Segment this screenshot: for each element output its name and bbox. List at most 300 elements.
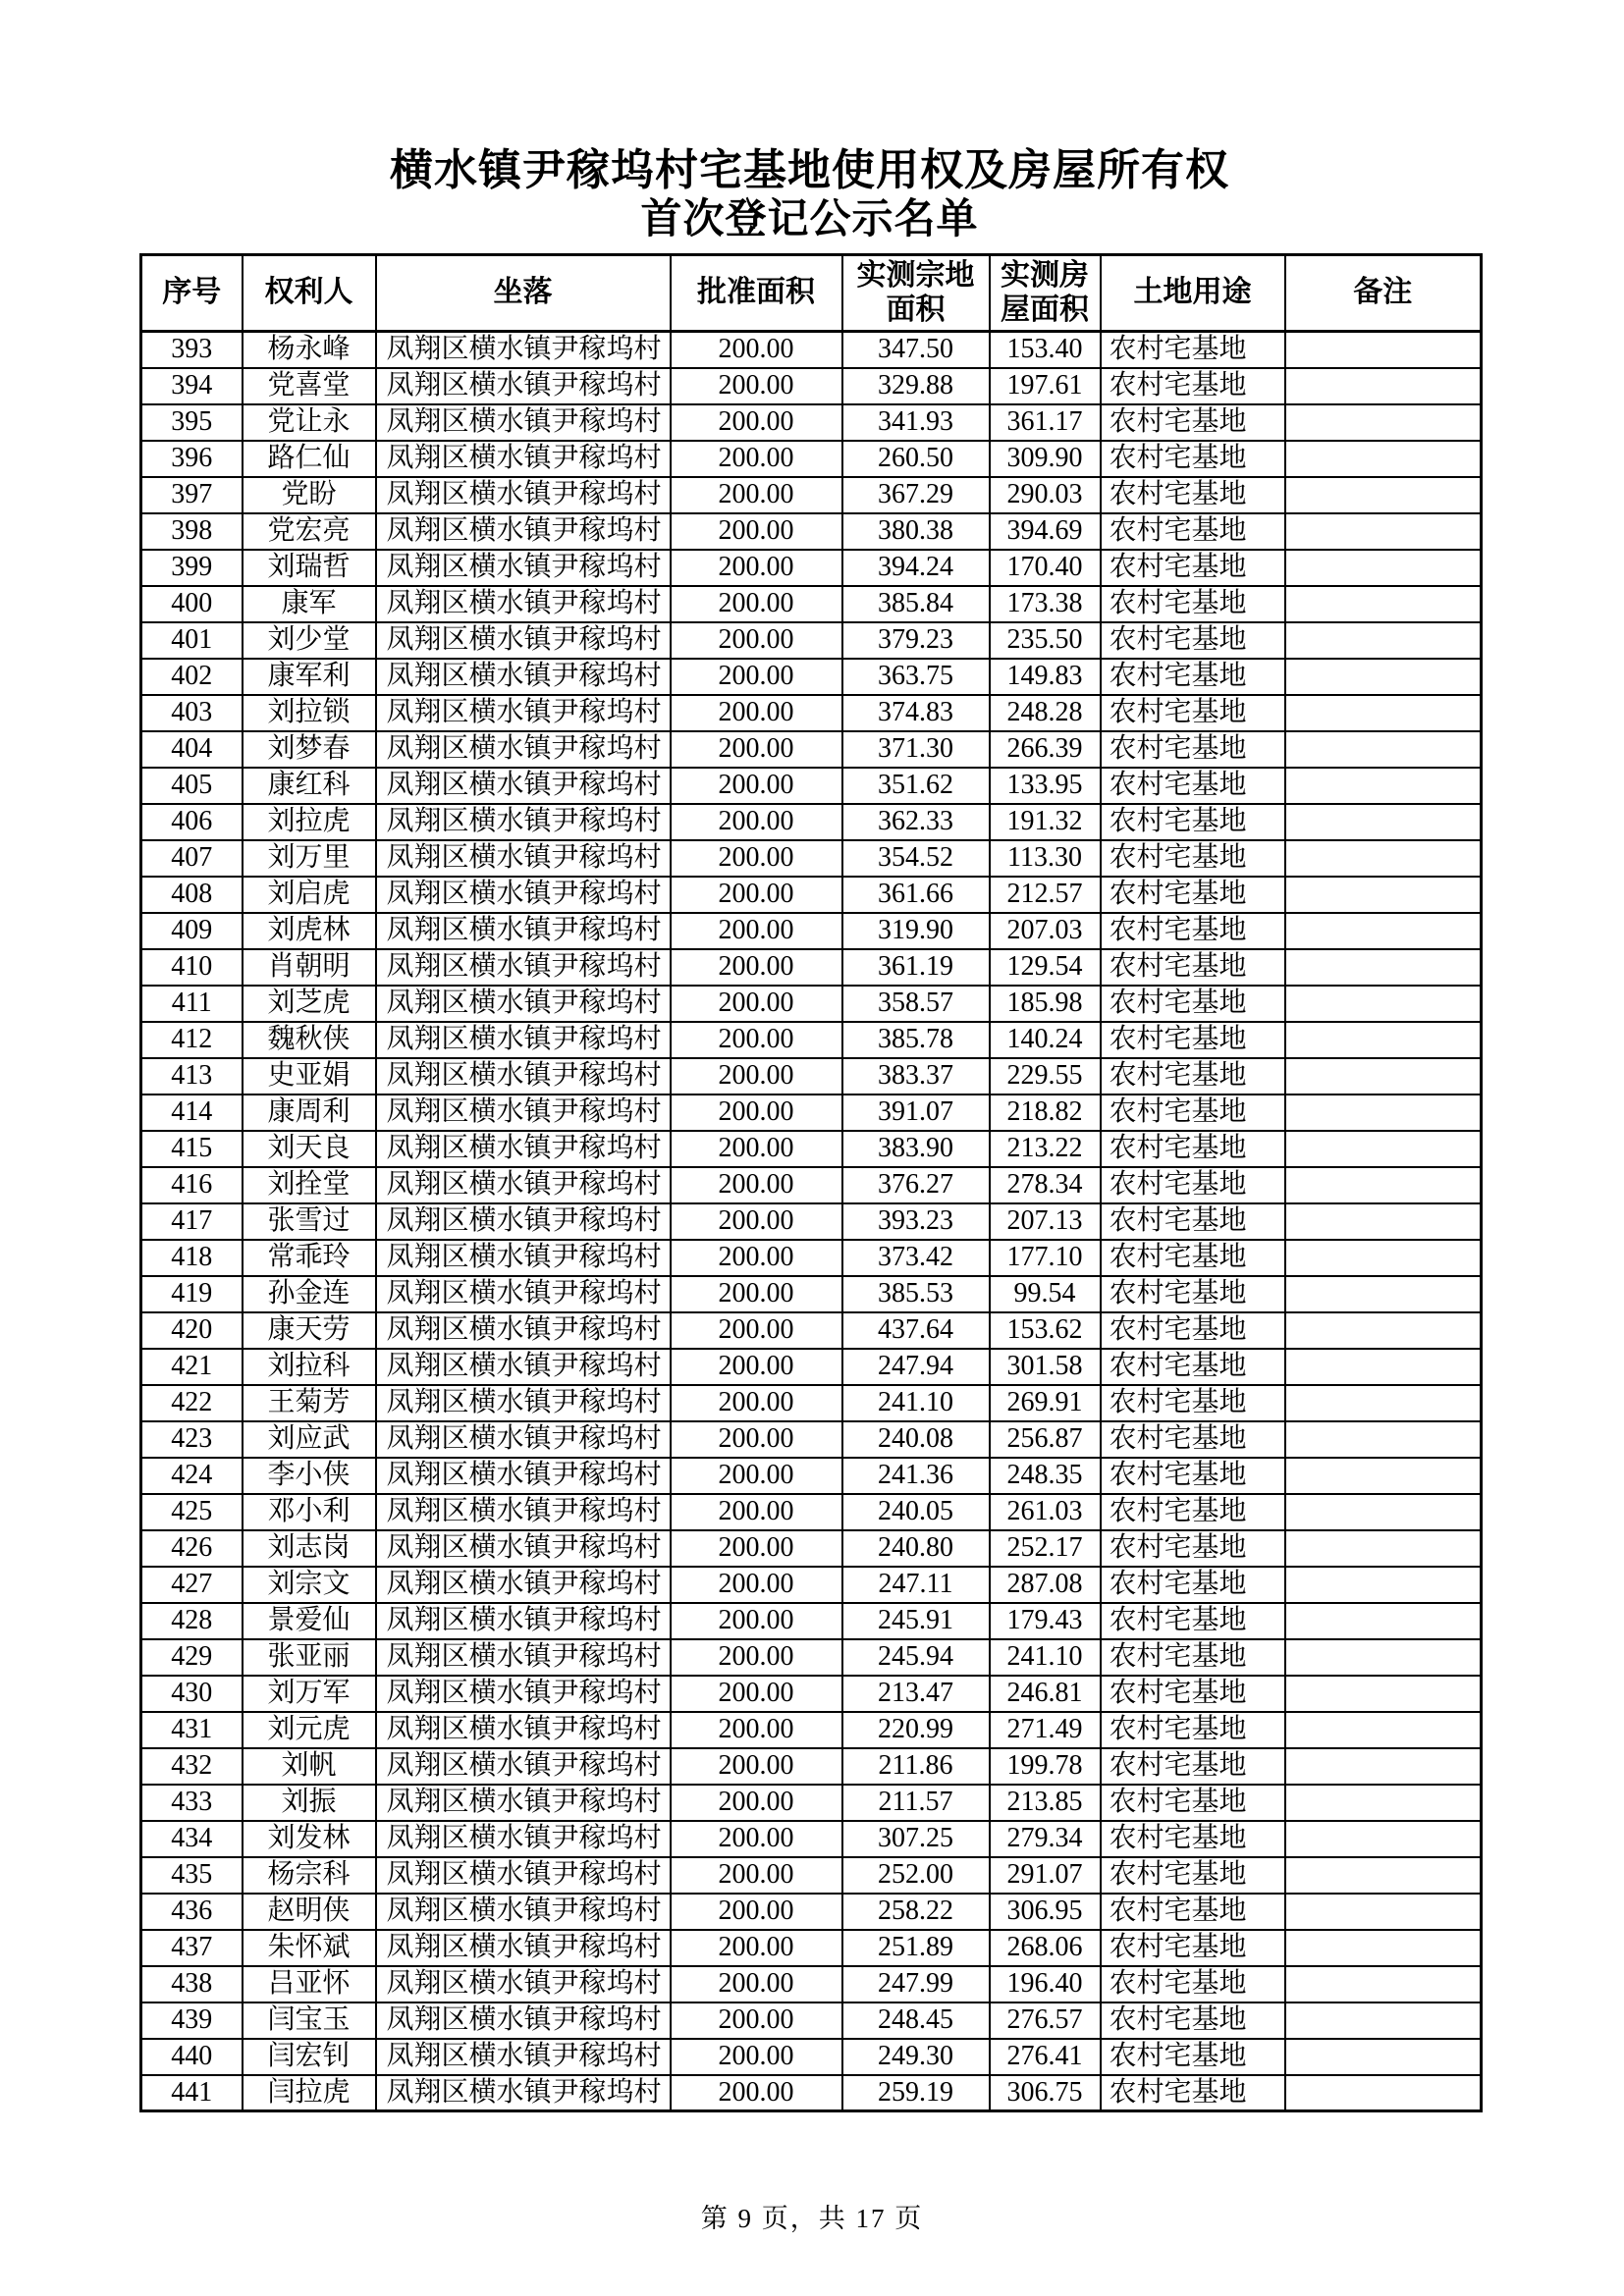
cell-land-use: 农村宅基地 — [1101, 368, 1285, 404]
cell-right-holder: 刘梦春 — [243, 731, 376, 768]
cell-right-holder: 刘元虎 — [243, 1712, 376, 1748]
table-row — [141, 1203, 1482, 1240]
cell-location: 凤翔区横水镇尹稼坞村 — [376, 1748, 671, 1785]
cell-approved-area: 200.00 — [671, 695, 842, 731]
cell-measured-parcel-area: 249.30 — [842, 2039, 990, 2075]
cell-approved-area: 200.00 — [671, 1095, 842, 1131]
cell-approved-area: 200.00 — [671, 1240, 842, 1276]
cell-remarks — [1285, 949, 1482, 986]
cell-serial: 439 — [141, 2002, 243, 2039]
cell-right-holder: 肖朝明 — [243, 949, 376, 986]
cell-remarks — [1285, 1530, 1482, 1567]
cell-approved-area: 200.00 — [671, 731, 842, 768]
cell-right-holder: 刘万军 — [243, 1676, 376, 1712]
table-row — [141, 1312, 1482, 1349]
cell-measured-house-area: 191.32 — [990, 804, 1101, 840]
cell-serial: 407 — [141, 840, 243, 877]
cell-remarks — [1285, 986, 1482, 1022]
cell-remarks — [1285, 913, 1482, 949]
cell-approved-area: 200.00 — [671, 1203, 842, 1240]
cell-right-holder: 刘拉科 — [243, 1349, 376, 1385]
cell-measured-house-area: 268.06 — [990, 1930, 1101, 1966]
cell-right-holder: 刘拉虎 — [243, 804, 376, 840]
cell-measured-house-area: 306.95 — [990, 1894, 1101, 1930]
cell-right-holder: 康红科 — [243, 768, 376, 804]
table-row — [141, 477, 1482, 513]
cell-land-use: 农村宅基地 — [1101, 1894, 1285, 1930]
cell-right-holder: 刘瑞哲 — [243, 550, 376, 586]
table-row — [141, 1966, 1482, 2002]
cell-serial: 395 — [141, 404, 243, 441]
cell-approved-area: 200.00 — [671, 1385, 842, 1421]
cell-measured-parcel-area: 245.94 — [842, 1639, 990, 1676]
cell-serial: 403 — [141, 695, 243, 731]
cell-approved-area: 200.00 — [671, 1131, 842, 1167]
cell-measured-house-area: 153.40 — [990, 332, 1101, 368]
cell-right-holder: 康军利 — [243, 659, 376, 695]
cell-remarks — [1285, 2075, 1482, 2111]
cell-serial: 434 — [141, 1821, 243, 1857]
cell-location: 凤翔区横水镇尹稼坞村 — [376, 1167, 671, 1203]
cell-serial: 398 — [141, 513, 243, 550]
cell-location: 凤翔区横水镇尹稼坞村 — [376, 513, 671, 550]
cell-right-holder: 党让永 — [243, 404, 376, 441]
cell-remarks — [1285, 1458, 1482, 1494]
cell-measured-house-area: 218.82 — [990, 1095, 1101, 1131]
cell-measured-parcel-area: 211.86 — [842, 1748, 990, 1785]
col-header-serial: 序号 — [141, 255, 243, 332]
cell-location: 凤翔区横水镇尹稼坞村 — [376, 1603, 671, 1639]
cell-land-use: 农村宅基地 — [1101, 986, 1285, 1022]
cell-right-holder: 赵明侠 — [243, 1894, 376, 1930]
cell-remarks — [1285, 368, 1482, 404]
table-row — [141, 1930, 1482, 1966]
cell-serial: 417 — [141, 1203, 243, 1240]
cell-land-use: 农村宅基地 — [1101, 1458, 1285, 1494]
cell-land-use: 农村宅基地 — [1101, 1966, 1285, 2002]
cell-approved-area: 200.00 — [671, 1167, 842, 1203]
cell-measured-house-area: 153.62 — [990, 1312, 1101, 1349]
cell-approved-area: 200.00 — [671, 1530, 842, 1567]
cell-measured-house-area: 185.98 — [990, 986, 1101, 1022]
table-row — [141, 1603, 1482, 1639]
cell-remarks — [1285, 804, 1482, 840]
cell-remarks — [1285, 1203, 1482, 1240]
cell-land-use: 农村宅基地 — [1101, 1748, 1285, 1785]
table-row — [141, 840, 1482, 877]
cell-remarks — [1285, 332, 1482, 368]
cell-measured-house-area: 248.35 — [990, 1458, 1101, 1494]
cell-approved-area: 200.00 — [671, 1349, 842, 1385]
cell-approved-area: 200.00 — [671, 2075, 842, 2111]
cell-measured-house-area: 207.13 — [990, 1203, 1101, 1240]
cell-land-use: 农村宅基地 — [1101, 1167, 1285, 1203]
cell-measured-parcel-area: 329.88 — [842, 368, 990, 404]
cell-approved-area: 200.00 — [671, 404, 842, 441]
cell-serial: 423 — [141, 1421, 243, 1458]
cell-location: 凤翔区横水镇尹稼坞村 — [376, 1022, 671, 1058]
cell-land-use: 农村宅基地 — [1101, 804, 1285, 840]
cell-measured-house-area: 241.10 — [990, 1639, 1101, 1676]
cell-right-holder: 朱怀斌 — [243, 1930, 376, 1966]
cell-land-use: 农村宅基地 — [1101, 2002, 1285, 2039]
cell-location: 凤翔区横水镇尹稼坞村 — [376, 1058, 671, 1095]
cell-measured-parcel-area: 247.94 — [842, 1349, 990, 1385]
cell-location: 凤翔区横水镇尹稼坞村 — [376, 1966, 671, 2002]
col-header-measured-house-area: 实测房屋面积 — [990, 255, 1101, 332]
cell-measured-parcel-area: 213.47 — [842, 1676, 990, 1712]
cell-measured-house-area: 207.03 — [990, 913, 1101, 949]
cell-land-use: 农村宅基地 — [1101, 949, 1285, 986]
cell-approved-area: 200.00 — [671, 2039, 842, 2075]
table-header — [141, 255, 1482, 332]
cell-serial: 426 — [141, 1530, 243, 1567]
cell-measured-house-area: 99.54 — [990, 1276, 1101, 1312]
cell-location: 凤翔区横水镇尹稼坞村 — [376, 1421, 671, 1458]
cell-approved-area: 200.00 — [671, 622, 842, 659]
cell-serial: 400 — [141, 586, 243, 622]
cell-measured-house-area: 170.40 — [990, 550, 1101, 586]
cell-measured-parcel-area: 241.10 — [842, 1385, 990, 1421]
table-row — [141, 1676, 1482, 1712]
cell-right-holder: 康军 — [243, 586, 376, 622]
cell-measured-parcel-area: 373.42 — [842, 1240, 990, 1276]
cell-serial: 416 — [141, 1167, 243, 1203]
cell-measured-house-area: 271.49 — [990, 1712, 1101, 1748]
cell-measured-house-area: 269.91 — [990, 1385, 1101, 1421]
cell-land-use: 农村宅基地 — [1101, 1676, 1285, 1712]
cell-approved-area: 200.00 — [671, 550, 842, 586]
cell-approved-area: 200.00 — [671, 1312, 842, 1349]
cell-remarks — [1285, 550, 1482, 586]
table-row — [141, 986, 1482, 1022]
cell-right-holder: 李小侠 — [243, 1458, 376, 1494]
cell-measured-house-area: 361.17 — [990, 404, 1101, 441]
cell-location: 凤翔区横水镇尹稼坞村 — [376, 1312, 671, 1349]
cell-serial: 441 — [141, 2075, 243, 2111]
cell-right-holder: 吕亚怀 — [243, 1966, 376, 2002]
cell-measured-parcel-area: 211.57 — [842, 1785, 990, 1821]
cell-approved-area: 200.00 — [671, 1603, 842, 1639]
cell-land-use: 农村宅基地 — [1101, 1603, 1285, 1639]
cell-land-use: 农村宅基地 — [1101, 913, 1285, 949]
cell-serial: 409 — [141, 913, 243, 949]
cell-right-holder: 孙金连 — [243, 1276, 376, 1312]
cell-location: 凤翔区横水镇尹稼坞村 — [376, 768, 671, 804]
cell-measured-house-area: 212.57 — [990, 877, 1101, 913]
cell-remarks — [1285, 1167, 1482, 1203]
cell-location: 凤翔区横水镇尹稼坞村 — [376, 586, 671, 622]
cell-serial: 415 — [141, 1131, 243, 1167]
cell-approved-area: 200.00 — [671, 659, 842, 695]
cell-remarks — [1285, 1131, 1482, 1167]
cell-right-holder: 邓小利 — [243, 1494, 376, 1530]
col-header-approved-area: 批准面积 — [671, 255, 842, 332]
cell-measured-house-area: 177.10 — [990, 1240, 1101, 1276]
cell-measured-parcel-area: 251.89 — [842, 1930, 990, 1966]
cell-approved-area: 200.00 — [671, 1676, 842, 1712]
cell-right-holder: 刘宗文 — [243, 1567, 376, 1603]
cell-land-use: 农村宅基地 — [1101, 1930, 1285, 1966]
cell-measured-house-area: 306.75 — [990, 2075, 1101, 2111]
cell-approved-area: 200.00 — [671, 768, 842, 804]
table-row — [141, 2075, 1482, 2111]
cell-approved-area: 200.00 — [671, 1058, 842, 1095]
cell-serial: 418 — [141, 1240, 243, 1276]
cell-remarks — [1285, 1349, 1482, 1385]
cell-serial: 436 — [141, 1894, 243, 1930]
cell-measured-parcel-area: 258.22 — [842, 1894, 990, 1930]
cell-location: 凤翔区横水镇尹稼坞村 — [376, 877, 671, 913]
cell-serial: 396 — [141, 441, 243, 477]
cell-land-use: 农村宅基地 — [1101, 877, 1285, 913]
cell-remarks — [1285, 2002, 1482, 2039]
cell-measured-house-area: 199.78 — [990, 1748, 1101, 1785]
cell-right-holder: 闫拉虎 — [243, 2075, 376, 2111]
cell-remarks — [1285, 622, 1482, 659]
cell-measured-house-area: 133.95 — [990, 768, 1101, 804]
cell-measured-parcel-area: 376.27 — [842, 1167, 990, 1203]
cell-measured-parcel-area: 247.99 — [842, 1966, 990, 2002]
cell-location: 凤翔区横水镇尹稼坞村 — [376, 1349, 671, 1385]
cell-measured-parcel-area: 385.53 — [842, 1276, 990, 1312]
cell-approved-area: 200.00 — [671, 1785, 842, 1821]
cell-approved-area: 200.00 — [671, 1930, 842, 1966]
cell-right-holder: 刘虎林 — [243, 913, 376, 949]
cell-right-holder: 刘发林 — [243, 1821, 376, 1857]
cell-serial: 425 — [141, 1494, 243, 1530]
cell-approved-area: 200.00 — [671, 1567, 842, 1603]
cell-measured-parcel-area: 248.45 — [842, 2002, 990, 2039]
cell-location: 凤翔区横水镇尹稼坞村 — [376, 731, 671, 768]
cell-approved-area: 200.00 — [671, 1494, 842, 1530]
cell-serial: 424 — [141, 1458, 243, 1494]
cell-measured-house-area: 248.28 — [990, 695, 1101, 731]
cell-right-holder: 闫宝玉 — [243, 2002, 376, 2039]
cell-measured-parcel-area: 383.37 — [842, 1058, 990, 1095]
cell-remarks — [1285, 1276, 1482, 1312]
table-row — [141, 1131, 1482, 1167]
table-row — [141, 1421, 1482, 1458]
cell-right-holder: 刘应武 — [243, 1421, 376, 1458]
cell-land-use: 农村宅基地 — [1101, 1058, 1285, 1095]
cell-measured-parcel-area: 371.30 — [842, 731, 990, 768]
cell-approved-area: 200.00 — [671, 1458, 842, 1494]
cell-right-holder: 杨永峰 — [243, 332, 376, 368]
cell-land-use: 农村宅基地 — [1101, 1639, 1285, 1676]
cell-remarks — [1285, 1567, 1482, 1603]
table-row — [141, 1639, 1482, 1676]
cell-approved-area: 200.00 — [671, 913, 842, 949]
cell-remarks — [1285, 404, 1482, 441]
cell-right-holder: 杨宗科 — [243, 1857, 376, 1894]
cell-measured-parcel-area: 319.90 — [842, 913, 990, 949]
cell-measured-house-area: 149.83 — [990, 659, 1101, 695]
cell-land-use: 农村宅基地 — [1101, 1349, 1285, 1385]
cell-land-use: 农村宅基地 — [1101, 404, 1285, 441]
table-row — [141, 586, 1482, 622]
cell-land-use: 农村宅基地 — [1101, 550, 1285, 586]
table-row — [141, 1748, 1482, 1785]
cell-remarks — [1285, 731, 1482, 768]
cell-approved-area: 200.00 — [671, 513, 842, 550]
cell-measured-parcel-area: 347.50 — [842, 332, 990, 368]
cell-approved-area: 200.00 — [671, 949, 842, 986]
cell-serial: 413 — [141, 1058, 243, 1095]
cell-measured-parcel-area: 374.83 — [842, 695, 990, 731]
cell-approved-area: 200.00 — [671, 804, 842, 840]
cell-land-use: 农村宅基地 — [1101, 1385, 1285, 1421]
cell-location: 凤翔区横水镇尹稼坞村 — [376, 2002, 671, 2039]
cell-location: 凤翔区横水镇尹稼坞村 — [376, 1567, 671, 1603]
cell-location: 凤翔区横水镇尹稼坞村 — [376, 1095, 671, 1131]
registration-table — [139, 253, 1483, 2112]
cell-location: 凤翔区横水镇尹稼坞村 — [376, 913, 671, 949]
cell-land-use: 农村宅基地 — [1101, 1095, 1285, 1131]
cell-measured-parcel-area: 245.91 — [842, 1603, 990, 1639]
table-row — [141, 1785, 1482, 1821]
cell-measured-parcel-area: 385.78 — [842, 1022, 990, 1058]
cell-measured-parcel-area: 362.33 — [842, 804, 990, 840]
col-header-location: 坐落 — [376, 255, 671, 332]
col-header-land-use: 土地用途 — [1101, 255, 1285, 332]
cell-land-use: 农村宅基地 — [1101, 1312, 1285, 1349]
cell-measured-parcel-area: 240.80 — [842, 1530, 990, 1567]
cell-serial: 430 — [141, 1676, 243, 1712]
cell-approved-area: 200.00 — [671, 986, 842, 1022]
cell-land-use: 农村宅基地 — [1101, 1240, 1285, 1276]
cell-land-use: 农村宅基地 — [1101, 840, 1285, 877]
cell-land-use: 农村宅基地 — [1101, 1203, 1285, 1240]
cell-right-holder: 常乖玲 — [243, 1240, 376, 1276]
cell-measured-parcel-area: 259.19 — [842, 2075, 990, 2111]
cell-serial: 433 — [141, 1785, 243, 1821]
cell-location: 凤翔区横水镇尹稼坞村 — [376, 1676, 671, 1712]
cell-remarks — [1285, 1676, 1482, 1712]
cell-measured-house-area: 301.58 — [990, 1349, 1101, 1385]
cell-location: 凤翔区横水镇尹稼坞村 — [376, 441, 671, 477]
table-row — [141, 1276, 1482, 1312]
cell-serial: 393 — [141, 332, 243, 368]
cell-right-holder: 刘启虎 — [243, 877, 376, 913]
cell-remarks — [1285, 840, 1482, 877]
table-row — [141, 1530, 1482, 1567]
cell-location: 凤翔区横水镇尹稼坞村 — [376, 986, 671, 1022]
cell-right-holder: 景爱仙 — [243, 1603, 376, 1639]
cell-measured-parcel-area: 240.05 — [842, 1494, 990, 1530]
table-row — [141, 2039, 1482, 2075]
cell-location: 凤翔区横水镇尹稼坞村 — [376, 1712, 671, 1748]
table-row — [141, 1240, 1482, 1276]
cell-measured-house-area: 213.85 — [990, 1785, 1101, 1821]
table-row — [141, 877, 1482, 913]
cell-right-holder: 张亚丽 — [243, 1639, 376, 1676]
cell-location: 凤翔区横水镇尹稼坞村 — [376, 477, 671, 513]
cell-location: 凤翔区横水镇尹稼坞村 — [376, 2075, 671, 2111]
cell-measured-house-area: 276.57 — [990, 2002, 1101, 2039]
cell-remarks — [1285, 1312, 1482, 1349]
cell-measured-parcel-area: 247.11 — [842, 1567, 990, 1603]
cell-location: 凤翔区横水镇尹稼坞村 — [376, 368, 671, 404]
cell-measured-house-area: 140.24 — [990, 1022, 1101, 1058]
table-row — [141, 2002, 1482, 2039]
cell-location: 凤翔区横水镇尹稼坞村 — [376, 1385, 671, 1421]
cell-serial: 410 — [141, 949, 243, 986]
cell-right-holder: 魏秋侠 — [243, 1022, 376, 1058]
cell-approved-area: 200.00 — [671, 1894, 842, 1930]
table-row — [141, 1167, 1482, 1203]
cell-serial: 414 — [141, 1095, 243, 1131]
cell-measured-parcel-area: 383.90 — [842, 1131, 990, 1167]
cell-measured-house-area: 246.81 — [990, 1676, 1101, 1712]
cell-remarks — [1285, 477, 1482, 513]
cell-remarks — [1285, 1966, 1482, 2002]
cell-remarks — [1285, 1603, 1482, 1639]
cell-remarks — [1285, 768, 1482, 804]
cell-land-use: 农村宅基地 — [1101, 2075, 1285, 2111]
cell-remarks — [1285, 1058, 1482, 1095]
cell-remarks — [1285, 1821, 1482, 1857]
table-row — [141, 1458, 1482, 1494]
cell-measured-parcel-area: 220.99 — [842, 1712, 990, 1748]
cell-location: 凤翔区横水镇尹稼坞村 — [376, 1458, 671, 1494]
cell-right-holder: 刘振 — [243, 1785, 376, 1821]
cell-right-holder: 刘少堂 — [243, 622, 376, 659]
cell-remarks — [1285, 513, 1482, 550]
cell-serial: 421 — [141, 1349, 243, 1385]
cell-measured-house-area: 287.08 — [990, 1567, 1101, 1603]
table-row — [141, 695, 1482, 731]
table-row — [141, 550, 1482, 586]
cell-location: 凤翔区横水镇尹稼坞村 — [376, 1857, 671, 1894]
cell-approved-area: 200.00 — [671, 332, 842, 368]
cell-location: 凤翔区横水镇尹稼坞村 — [376, 840, 671, 877]
table-row — [141, 1857, 1482, 1894]
cell-right-holder: 王菊芳 — [243, 1385, 376, 1421]
cell-measured-house-area: 235.50 — [990, 622, 1101, 659]
cell-serial: 408 — [141, 877, 243, 913]
cell-location: 凤翔区横水镇尹稼坞村 — [376, 1530, 671, 1567]
cell-right-holder: 刘帆 — [243, 1748, 376, 1785]
col-header-measured-parcel-area: 实测宗地面积 — [842, 255, 990, 332]
cell-location: 凤翔区横水镇尹稼坞村 — [376, 949, 671, 986]
cell-remarks — [1285, 1857, 1482, 1894]
cell-serial: 435 — [141, 1857, 243, 1894]
cell-remarks — [1285, 1240, 1482, 1276]
cell-location: 凤翔区横水镇尹稼坞村 — [376, 1203, 671, 1240]
cell-serial: 432 — [141, 1748, 243, 1785]
cell-serial: 397 — [141, 477, 243, 513]
cell-right-holder: 刘拉锁 — [243, 695, 376, 731]
cell-serial: 422 — [141, 1385, 243, 1421]
cell-measured-house-area: 179.43 — [990, 1603, 1101, 1639]
cell-serial: 394 — [141, 368, 243, 404]
cell-land-use: 农村宅基地 — [1101, 1131, 1285, 1167]
cell-location: 凤翔区横水镇尹稼坞村 — [376, 332, 671, 368]
cell-land-use: 农村宅基地 — [1101, 332, 1285, 368]
cell-measured-parcel-area: 437.64 — [842, 1312, 990, 1349]
cell-location: 凤翔区横水镇尹稼坞村 — [376, 1494, 671, 1530]
cell-location: 凤翔区横水镇尹稼坞村 — [376, 695, 671, 731]
cell-right-holder: 路仁仙 — [243, 441, 376, 477]
cell-remarks — [1285, 659, 1482, 695]
cell-remarks — [1285, 1095, 1482, 1131]
cell-serial: 419 — [141, 1276, 243, 1312]
cell-land-use: 农村宅基地 — [1101, 441, 1285, 477]
title-line-1: 横水镇尹稼坞村宅基地使用权及房屋所有权 — [390, 146, 1229, 194]
table-row — [141, 804, 1482, 840]
table-header-row — [141, 255, 1482, 332]
